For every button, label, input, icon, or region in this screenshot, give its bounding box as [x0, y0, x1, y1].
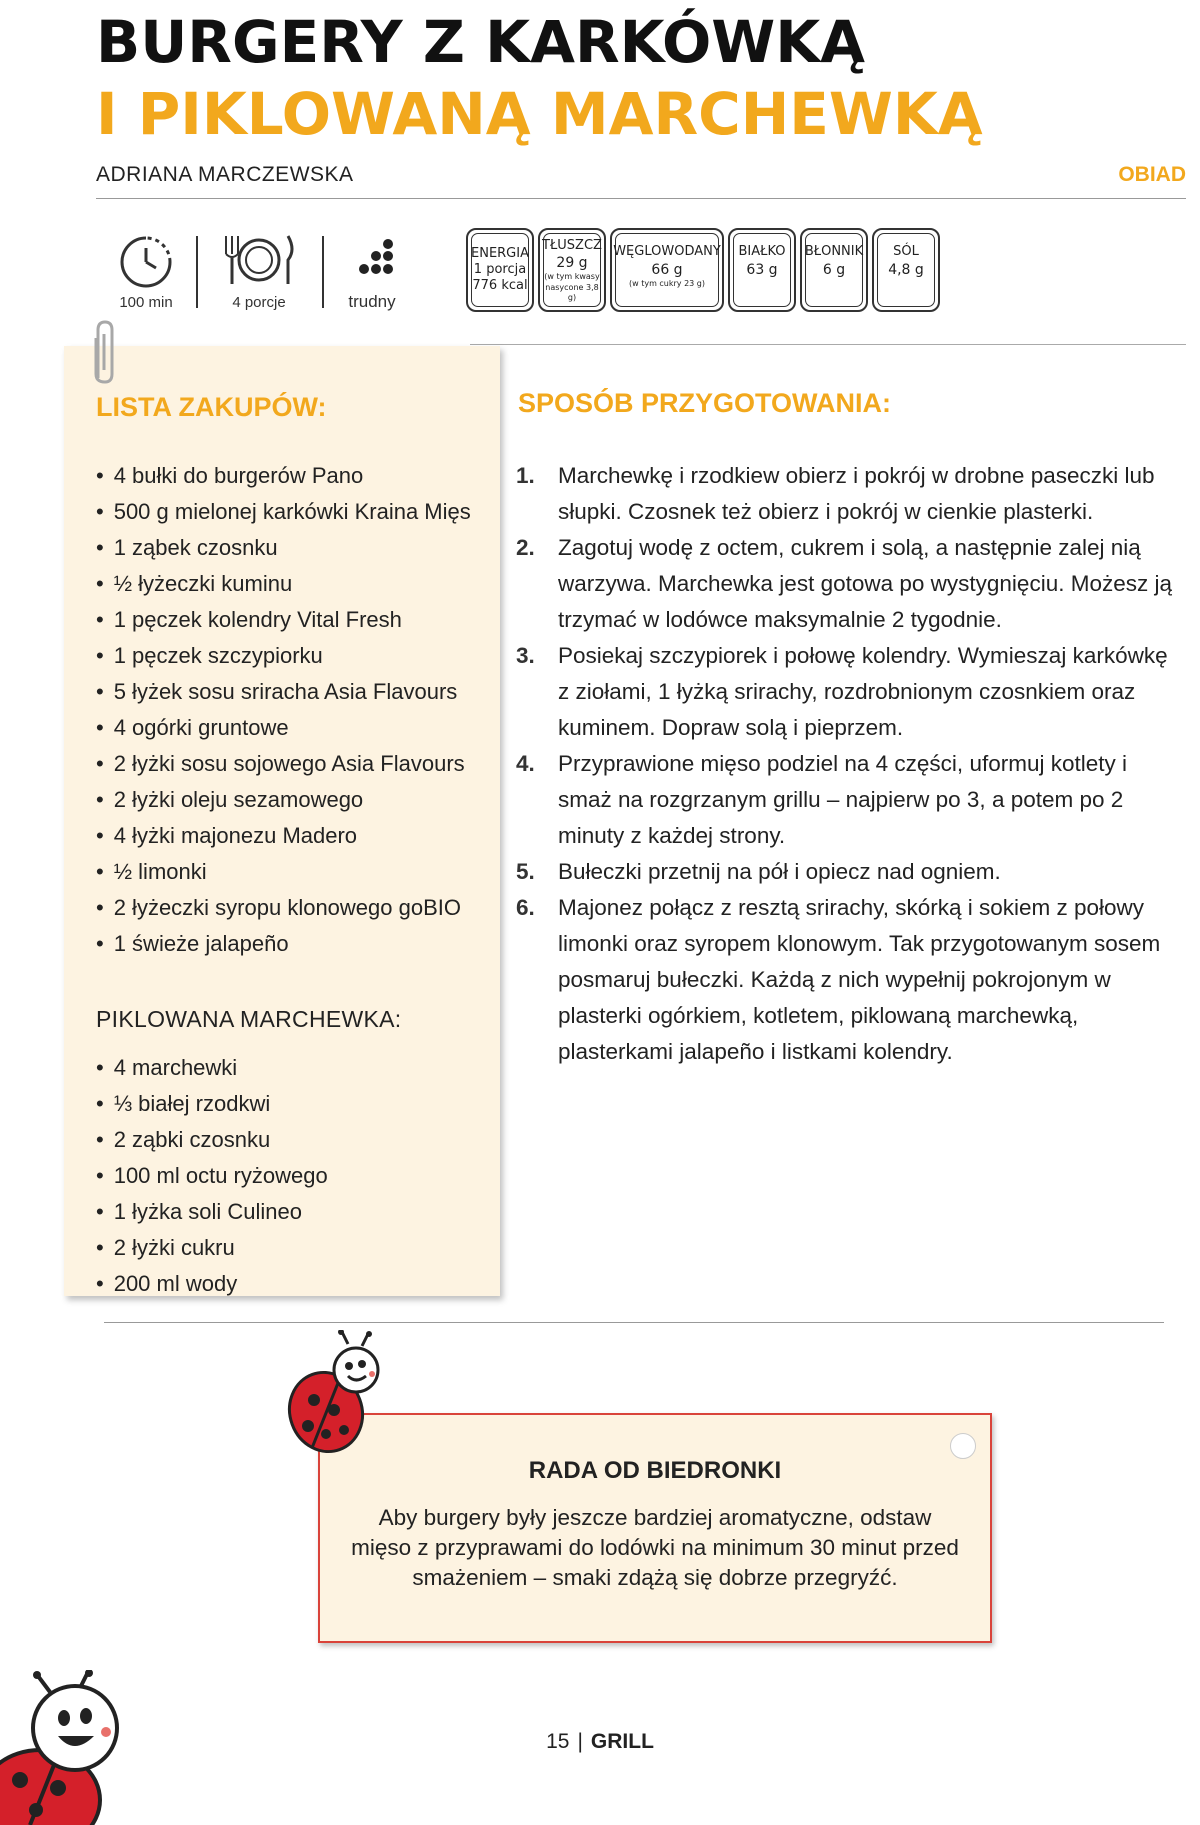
list-item: • 4 ogórki gruntowe — [96, 710, 471, 746]
method-steps — [516, 458, 1176, 1070]
nutrition-fat — [538, 228, 606, 312]
list-item: • 2 łyżki cukru — [96, 1230, 328, 1266]
list-item: • 4 marchewki — [96, 1050, 328, 1086]
nutrition-value: 63 g — [746, 262, 778, 278]
step-text: Zagotuj wodę z octem, cukrem i solą, a następnie zalej nią warzywa. Marchewka jest gotowa po wystygnięciu. Możesz ją trzymać w lodówce maksymalnie 2 tygodnie. — [558, 535, 1172, 632]
pickled-carrot-list — [96, 1050, 328, 1302]
nutrition-value: 6 g — [822, 262, 846, 278]
list-item: • 1 ząbek czosnku — [96, 530, 471, 566]
nutrition-label: BŁONNIK — [804, 244, 864, 259]
difficulty-dots-icon — [350, 236, 400, 286]
paperclip-icon — [88, 318, 122, 386]
step-number: 1. — [516, 463, 535, 488]
list-item: • 2 ząbki czosnku — [96, 1122, 328, 1158]
list-item: • 200 ml wody — [96, 1266, 328, 1302]
tip-title: RADA OD BIEDRONKI — [528, 1457, 782, 1484]
list-item: • ½ łyżeczki kuminu — [96, 566, 471, 602]
step-text: Posiekaj szczypiorek i połowę kolendry. Wymieszaj karkówkę z ziołami, 1 łyżką srirachy, rozdrobnionym czosnkiem oraz kuminem. Dopraw solą i pieprzem. — [558, 643, 1168, 740]
nutrition-label: BIAŁKO — [738, 244, 786, 259]
nutrition-label: ENERGIA — [471, 246, 529, 261]
step-text: Majonez połącz z resztą srirachy, skórką i sokiem z połowy limonki oraz syropem klonowym. Tak przygotowanym sosem posmaruj bułeczki. Każdą z nich wypełnij pokrojonym w plasterki ogórkiem, kotletem, piklowaną marchewką, plasterkami jalapeño i listkami kolendry. — [558, 895, 1161, 1064]
method-step — [516, 746, 1176, 854]
portions-value: 4 porcje — [232, 294, 286, 311]
step-number: 6. — [516, 895, 535, 920]
step-number: 4. — [516, 751, 535, 776]
method-step — [516, 638, 1176, 746]
list-item: • 1 świeże jalapeño — [96, 926, 471, 962]
recipe-title — [96, 6, 983, 150]
step-text: Przyprawione mięso podziel na 4 części, uformuj kotlety i smaż na rozgrzanym grillu – najpierw po 3, a potem po 2 minuty z każdej strony. — [558, 751, 1127, 848]
shopping-list-card — [64, 346, 500, 1296]
footer-separator: | — [577, 1730, 583, 1753]
nutrition-label: WĘGLOWODANY — [613, 244, 721, 259]
tip-text: Aby burgery były jeszcze bardziej aromatyczne, odstaw mięso z przyprawami do lodówki na minimum 30 minut przed smażeniem – smaki zdążą się dobrze przegryźć. — [351, 1505, 959, 1590]
method-title: SPOSÓB PRZYGOTOWANIA: — [518, 388, 892, 418]
step-text: Bułeczki przetnij na pół i opiecz nad ogniem. — [558, 859, 1001, 884]
divider-middle — [470, 344, 1186, 345]
nutrition-fiber — [800, 228, 868, 312]
method-step — [516, 890, 1176, 1070]
nutrition-subnote-2: nasycone 3,8 g) — [545, 283, 599, 302]
method-step — [516, 458, 1176, 530]
difficulty-value: trudny — [348, 292, 396, 311]
list-item: • 2 łyżki oleju sezamowego — [96, 782, 471, 818]
list-item: • 500 g mielonej karkówki Kraina Mięs — [96, 494, 471, 530]
list-item: • 4 łyżki majonezu Madero — [96, 818, 471, 854]
author-name: ADRIANA MARCZEWSKA — [96, 163, 354, 186]
shopping-list-title: LISTA ZAKUPÓW: — [96, 392, 327, 422]
divider-top — [96, 198, 1186, 199]
list-item: • 100 ml octu ryżowego — [96, 1158, 328, 1194]
meta-separator — [322, 236, 324, 308]
nutrition-subnote: (w tym cukry 23 g) — [628, 279, 705, 288]
section-name: GRILL — [590, 1730, 654, 1753]
nutrition-value-2: 776 kcal — [472, 278, 528, 293]
plate-cutlery-icon — [218, 232, 300, 292]
nutrition-carbs — [610, 228, 724, 312]
list-item: • 1 pęczek kolendry Vital Fresh — [96, 602, 471, 638]
list-item: • 1 łyżka soli Culineo — [96, 1194, 328, 1230]
method-step — [516, 854, 1176, 890]
nutrition-value: 29 g — [556, 255, 588, 271]
time-value: 100 min — [119, 294, 173, 311]
list-item: • 2 łyżki sosu sojowego Asia Flavours — [96, 746, 471, 782]
pickled-carrot-subtitle: PIKLOWANA MARCHEWKA: — [96, 1006, 402, 1032]
ladybug-icon — [286, 1330, 386, 1460]
nutrition-salt — [872, 228, 940, 312]
nutrition-value: 66 g — [651, 262, 683, 278]
title-line-1: BURGERY Z KARKÓWKĄ — [96, 8, 866, 76]
step-number: 3. — [516, 643, 535, 668]
list-item: • 2 łyżeczki syropu klonowego goBIO — [96, 890, 471, 926]
tag-hole — [950, 1433, 976, 1459]
category-label: OBIAD — [1118, 163, 1186, 186]
title-line-2: I PIKLOWANĄ MARCHEWKĄ — [96, 80, 983, 148]
meta-separator — [196, 236, 198, 308]
list-item: • 4 bułki do burgerów Pano — [96, 458, 471, 494]
list-item: • ⅓ białej rzodkwi — [96, 1086, 328, 1122]
clock-icon — [116, 232, 176, 292]
nutrition-protein — [728, 228, 796, 312]
page-number: 15 — [546, 1730, 570, 1753]
nutrition-energy — [466, 228, 534, 312]
nutrition-subnote: (w tym kwasy — [544, 272, 600, 281]
list-item: • ½ limonki — [96, 854, 471, 890]
method-step — [516, 530, 1176, 638]
step-number: 2. — [516, 535, 535, 560]
nutrition-value: 1 porcja — [473, 262, 527, 277]
page-footer — [0, 1730, 1200, 1754]
list-item: • 1 pęczek szczypiorku — [96, 638, 471, 674]
tip-box — [318, 1413, 992, 1643]
step-number: 5. — [516, 859, 535, 884]
shopping-list — [96, 458, 471, 962]
nutrition-value: 4,8 g — [888, 262, 924, 278]
divider-bottom — [104, 1322, 1164, 1323]
nutrition-label: SÓL — [893, 244, 919, 259]
step-text: Marchewkę i rzodkiew obierz i pokrój w drobne paseczki lub słupki. Czosnek też obierz i pokrój w cienkie plasterki. — [558, 463, 1155, 524]
nutrition-label: TŁUSZCZ — [542, 238, 602, 253]
list-item: • 5 łyżek sosu sriracha Asia Flavours — [96, 674, 471, 710]
